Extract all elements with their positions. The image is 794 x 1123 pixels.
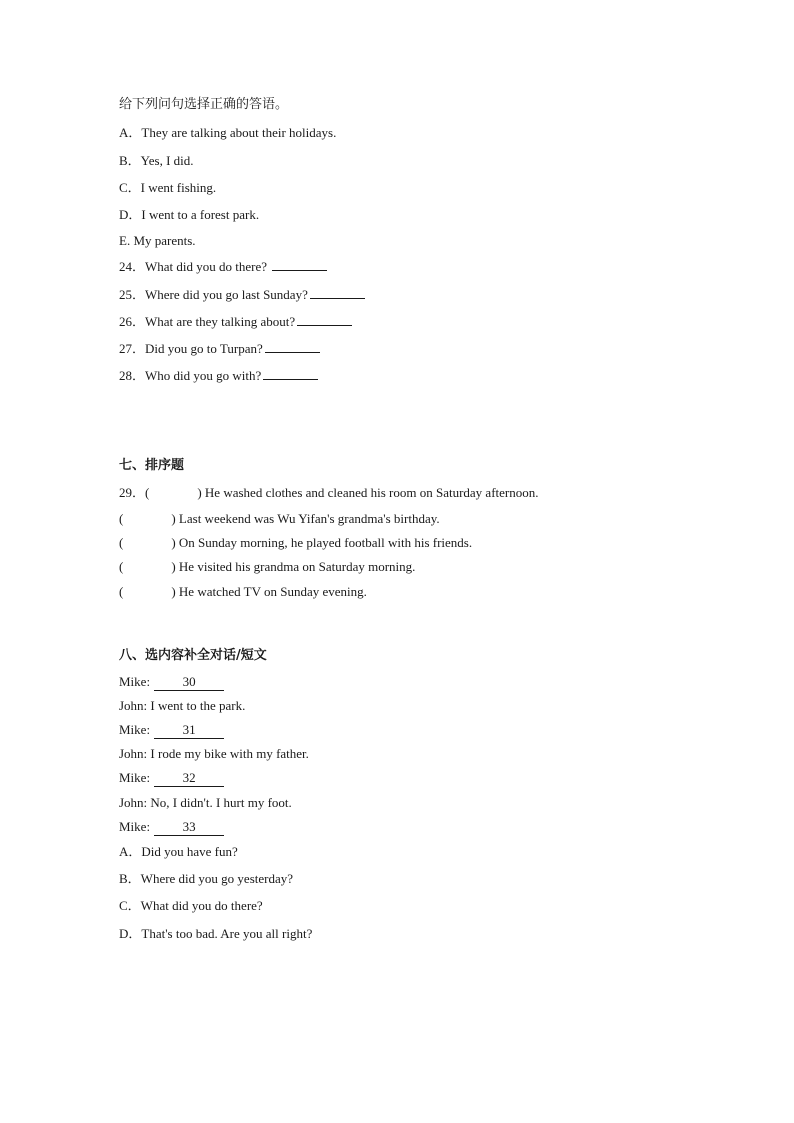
ordering-item	[119, 535, 472, 551]
ordering-text: ) He visited his grandma on Saturday morning.	[171, 559, 416, 574]
dialogue-option-c	[119, 898, 263, 914]
dialogue-line	[119, 770, 224, 787]
option-a	[119, 125, 336, 141]
paren-open: (	[119, 584, 124, 599]
dialogue-line	[119, 819, 224, 836]
speaker-name: Mike:	[119, 674, 151, 689]
question-25	[119, 286, 365, 303]
ordering-text: ) He washed clothes and cleaned his room on Saturday afternoon.	[197, 485, 539, 500]
answer-blank[interactable]	[265, 340, 320, 353]
option-text: Yes, I did.	[140, 153, 194, 168]
speaker-name: John:	[119, 698, 148, 713]
option-text: They are talking about their holidays.	[141, 125, 337, 140]
option-letter: A．	[119, 844, 142, 859]
answer-blank[interactable]	[272, 258, 327, 271]
dialogue-text: No, I didn't. I hurt my foot.	[150, 795, 292, 810]
option-letter: B．	[119, 871, 141, 886]
section-8-heading: 八、选内容补全对话/短文	[119, 648, 267, 663]
option-text: My parents.	[133, 233, 196, 248]
option-letter: C．	[119, 180, 141, 195]
option-b	[119, 153, 194, 169]
section-7-heading: 七、排序题	[119, 458, 185, 473]
option-text: Did you have fun?	[141, 844, 238, 859]
dialogue-line	[119, 746, 309, 762]
option-letter: A．	[119, 125, 142, 140]
option-text: That's too bad. Are you all right?	[141, 926, 313, 941]
paren-open: 29．(	[119, 485, 150, 500]
dialogue-option-a	[119, 844, 238, 860]
ordering-text: ) Last weekend was Wu Yifan's grandma's birthday.	[171, 511, 440, 526]
option-d	[119, 207, 259, 223]
answer-blank[interactable]	[310, 286, 365, 299]
question-24	[119, 258, 327, 275]
question-text: What did you do there?	[145, 259, 271, 274]
answer-blank[interactable]	[297, 313, 352, 326]
speaker-name: Mike:	[119, 819, 151, 834]
option-letter: D．	[119, 926, 142, 941]
dialogue-blank[interactable]: 32	[154, 770, 224, 787]
option-text: I went to a forest park.	[141, 207, 260, 222]
answer-blank[interactable]	[263, 367, 318, 380]
question-text: Where did you go last Sunday?	[145, 287, 308, 302]
question-28	[119, 367, 318, 384]
dialogue-option-b	[119, 871, 293, 887]
dialogue-text: I went to the park.	[150, 698, 246, 713]
dialogue-text: I rode my bike with my father.	[150, 746, 309, 761]
paren-open: (	[119, 559, 124, 574]
option-text: Where did you go yesterday?	[140, 871, 294, 886]
option-letter: D．	[119, 207, 142, 222]
speaker-name: Mike:	[119, 770, 151, 785]
option-c	[119, 180, 216, 196]
dialogue-line	[119, 722, 224, 739]
dialogue-option-d	[119, 926, 312, 942]
dialogue-blank[interactable]: 31	[154, 722, 224, 739]
question-number: 25．	[119, 287, 146, 302]
option-letter: C．	[119, 898, 141, 913]
dialogue-line	[119, 698, 245, 714]
paren-open: (	[119, 511, 124, 526]
dialogue-line	[119, 674, 224, 691]
speaker-name: Mike:	[119, 722, 151, 737]
option-letter: B．	[119, 153, 141, 168]
question-26	[119, 313, 352, 330]
ordering-text: ) On Sunday morning, he played football with his friends.	[171, 535, 473, 550]
ordering-text: ) He watched TV on Sunday evening.	[171, 584, 367, 599]
dialogue-line	[119, 795, 292, 811]
ordering-item	[119, 485, 539, 501]
question-number: 27．	[119, 341, 146, 356]
dialogue-blank[interactable]: 33	[154, 819, 224, 836]
ordering-item	[119, 584, 367, 600]
question-text: What are they talking about?	[145, 314, 296, 329]
question-number: 24．	[119, 259, 146, 274]
ordering-item	[119, 511, 440, 527]
speaker-name: John:	[119, 795, 148, 810]
option-text: What did you do there?	[140, 898, 263, 913]
paren-open: (	[119, 535, 124, 550]
option-letter: E.	[119, 233, 134, 248]
question-number: 26．	[119, 314, 146, 329]
option-e	[119, 233, 196, 249]
speaker-name: John:	[119, 746, 148, 761]
question-text: Did you go to Turpan?	[145, 341, 263, 356]
question-text: Who did you go with?	[145, 368, 262, 383]
option-text: I went fishing.	[140, 180, 217, 195]
question-number: 28．	[119, 368, 146, 383]
dialogue-blank[interactable]: 30	[154, 674, 224, 691]
instructions: 给下列问句选择正确的答语。	[119, 97, 289, 112]
ordering-item	[119, 559, 415, 575]
question-27	[119, 340, 320, 357]
